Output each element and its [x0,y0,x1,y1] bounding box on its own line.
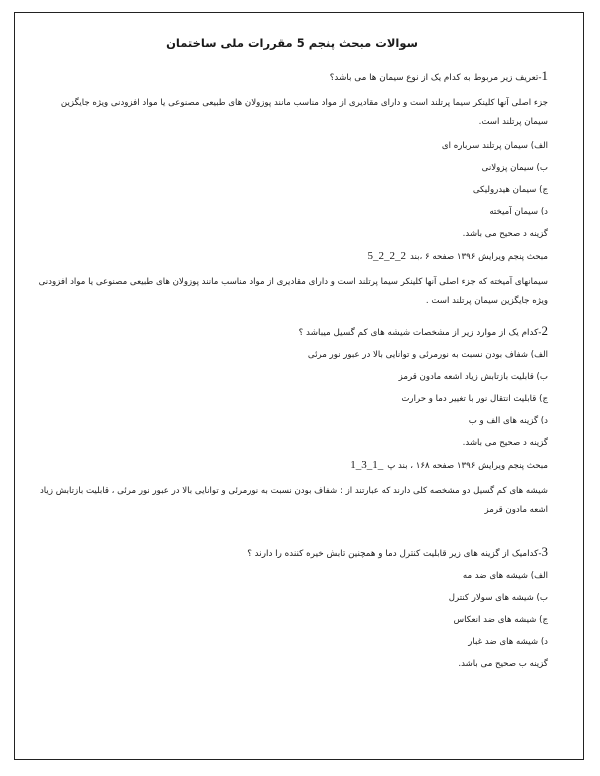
option-c: ج) شیشه های ضد انعکاس [453,615,548,625]
explanation: سیمانهای آمیخته که جزء اصلی آنها کلینکر سیما پرتلند است و دارای مقادیری از مواد مناسب مانند پوزولان های طبیعی مصنوعی یا مواد افزودنی ویژه جایگزین سیمان پرتلند است . [38,277,548,306]
option-b: ب) سیمان پزولانی [481,163,548,173]
answer: گزینه ب صحیح می باشد. [458,659,548,669]
question-number: 3 [541,544,548,559]
option-c: ج) سیمان هیدرولیکی [472,185,548,195]
question-3 [36,546,548,560]
question-text: -تعریف زیر مربوط به کدام یک از نوع سیمان ها می باشد؟ [329,73,542,83]
option-a: الف) سیمان پرتلند سرباره ای [441,141,548,151]
option-d: د) سیمان آمیخته [489,207,548,217]
option-a: الف) شفاف بودن نسبت به نورمرئی و توانایی بالا در عبور نور مرئی [307,350,548,360]
reference-text: مبحث پنجم ویرایش ۱۳۹۶ صفحه ۱۶۸ ، بند پ [387,461,548,471]
question-text: -کدام یک از موارد زیر از مشخصات شیشه های کم گسیل میباشد ؟ [298,328,542,338]
answer: گزینه د صحیح می باشد. [462,229,548,239]
reference-text: مبحث پنجم ویرایش ۱۳۹۶ صفحه ۶ ،بند [409,252,548,262]
reference [36,250,548,263]
reference-code: 2_2_2_5 [367,250,406,262]
document-page [36,24,548,680]
question-text: -کدامیک از گزینه های زیر قابلیت کنترل دما و همچنین تابش خیره کننده را دارند ؟ [247,549,542,559]
option-b: ب) شیشه های سولار کنترل [448,593,548,603]
option-a: الف) شیشه های ضد مه [462,571,548,581]
reference-code: _1_3_1 [350,459,384,471]
question-number: 1 [541,68,548,83]
option-d: د) شیشه های ضد غبار [468,637,548,647]
option-c: ج) قابلیت انتقال نور با تغییر دما و حرارت [401,394,548,404]
question-1-body: جزء اصلی آنها کلینکر سیما پرتلند است و دارای مقادیری از مواد مناسب مانند پوزولان های طبیعی مصنوعی یا مواد افزودنی ویژه جایگزین سیمان پرتلند است. [60,98,548,127]
question-number: 2 [541,323,548,338]
explanation: شیشه های کم گسیل دو مشخصه کلی دارند که عبارتند از : شفاف بودن نسبت به نورمرئی و توانایی بالا در عبور نور مرئی ، قابلیت بازتابش زیاد اشعه مادون قرمز [39,486,548,515]
option-b: ب) قابلیت بازتابش زیاد اشعه مادون قرمز [398,372,548,382]
answer: گزینه د صحیح می باشد. [462,438,548,448]
reference [36,459,548,472]
document-title: سوالات مبحث پنجم 5 مقررات ملی ساختمان [166,36,418,50]
question-1 [36,70,548,84]
question-2 [36,325,548,339]
option-d: د) گزینه های الف و ب [468,416,548,426]
